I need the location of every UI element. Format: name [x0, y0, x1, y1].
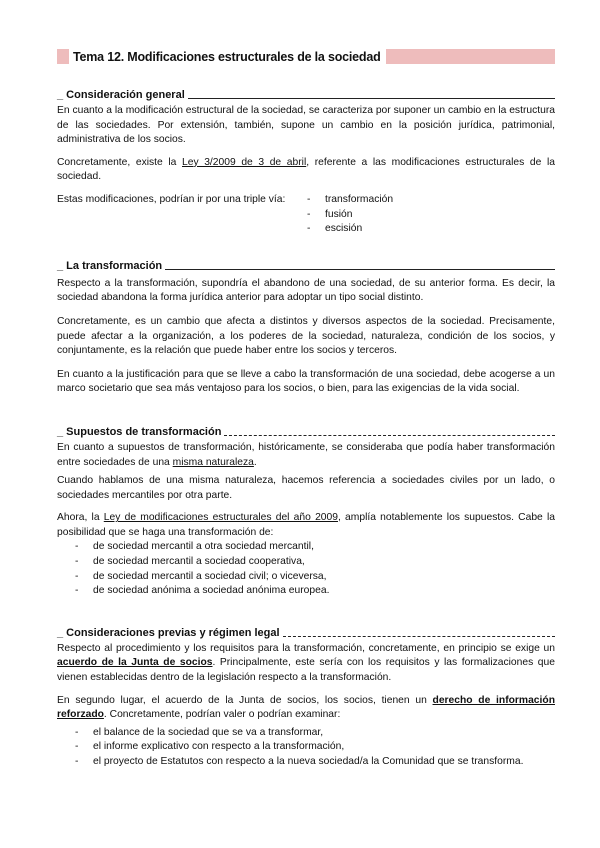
- list-item: [307, 222, 393, 237]
- title-accent-left: [57, 49, 69, 64]
- text: . Concretamente, podrían valer o podrían examinar:: [103, 709, 341, 721]
- vias-lead: Estas modificaciones, podrían ir por una triple vía:: [57, 193, 286, 205]
- section-heading-consideraciones-previas: [57, 625, 555, 639]
- text: En cuanto a supuestos de transformación, históricamente, se consideraba que podía haber transformación entre sociedades de una: [57, 441, 555, 468]
- text: Concretamente, existe la: [57, 156, 182, 168]
- list-item-text: fusión: [325, 208, 353, 220]
- title-bar: [57, 48, 555, 65]
- text: .: [253, 456, 257, 468]
- paragraph: [57, 642, 555, 686]
- underlined-term: misma naturaleza: [172, 456, 254, 468]
- list-item-text: de sociedad mercantil a otra sociedad mercantil,: [93, 541, 314, 553]
- text: Respecto al procedimiento y los requisitos para la transformación, concretamente, en principio se exige un: [57, 642, 555, 654]
- list-item: [307, 208, 393, 223]
- dash: -: [75, 741, 79, 753]
- paragraph: Cuando hablamos de una misma naturaleza, hacemos referencia a sociedades civiles por un lado, o sociedades mercantiles por otra parte.: [57, 475, 555, 501]
- list-item: [57, 584, 555, 599]
- title-accent-right: [386, 49, 555, 64]
- dash: -: [75, 585, 79, 597]
- list-item: [57, 570, 555, 585]
- heading-rule: [165, 269, 555, 270]
- dash: -: [75, 756, 79, 767]
- text: , referente a las modificaciones estructurales de la sociedad.: [57, 156, 555, 183]
- section-heading-text: _ Consideración general: [57, 89, 185, 101]
- heading-rule: [224, 435, 555, 436]
- list-item-text: el proyecto de Estatutos con respecto a la nueva sociedad/a la Comunidad que se transforma.: [93, 756, 524, 767]
- section-heading-text: _ Consideraciones previas y régimen legal: [57, 626, 280, 639]
- section-heading-consideracion: [57, 87, 555, 101]
- list-item: [57, 755, 555, 770]
- text: , amplía notablemente los supuestos. Cabe la posibilidad que se haga una transformación de:: [57, 512, 555, 538]
- list-item-text: escisión: [325, 223, 363, 235]
- dash: -: [307, 193, 311, 205]
- paragraph: [57, 694, 555, 723]
- dash: -: [307, 208, 311, 220]
- section-heading-text: _ Supuestos de transformación: [57, 425, 222, 438]
- list-item-text: de sociedad mercantil a sociedad cooperativa,: [93, 556, 305, 568]
- paragraph: En cuanto a la justificación para que se lleve a cabo la transformación de una sociedad, debe acogerse a un marco societario que sea más ventajoso para los socios, o bien, para las exigencias de la vida social.: [57, 368, 555, 395]
- vias-list: [57, 193, 555, 237]
- transformation-list: [57, 540, 555, 598]
- paragraph: Respecto a la transformación, supondría el abandono de una sociedad, de su anterior forma. Es decir, la sociedad abandona la forma jurídica anterior para adoptar un tipo social distinto.: [57, 277, 555, 304]
- list-item-text: transformación: [325, 193, 394, 205]
- list-item-text: el balance de la sociedad que se va a transformar,: [93, 726, 324, 738]
- paragraph: Concretamente, es un cambio que afecta a distintos y diversos aspectos de la sociedad. Precisamente, puede afectar a la organización, a los poderes de la sociedad, naturaleza, condición de los socios, y conjuntamente, es la relación que puede haber entre los socios y terceros.: [57, 315, 555, 357]
- heading-rule: [188, 98, 555, 99]
- dash: -: [75, 570, 79, 582]
- paragraph: [57, 511, 555, 540]
- law-link: Ley de modificaciones estructurales del año 2009: [103, 512, 338, 524]
- list-item: [57, 555, 555, 570]
- section-heading-transformacion: [57, 258, 555, 272]
- requirements-list: [57, 726, 555, 770]
- heading-rule: [283, 636, 555, 637]
- emphasized-term: acuerdo de la Junta de socios: [57, 657, 213, 669]
- law-link: Ley 3/2009 de 3 de abril: [182, 156, 307, 168]
- list-item: [307, 193, 393, 208]
- list-item: [57, 540, 555, 555]
- page-title: Tema 12. Modificaciones estructurales de la sociedad: [73, 49, 381, 64]
- document-page: [57, 48, 555, 770]
- list-item-text: de sociedad mercantil a sociedad civil; o viceversa,: [93, 570, 327, 582]
- section-heading-text: _ La transformación: [57, 259, 163, 272]
- paragraph: [57, 156, 555, 185]
- dash: -: [75, 726, 79, 738]
- list-item: [57, 726, 555, 741]
- emphasized-term: derecho de información reforzado: [57, 694, 555, 721]
- list-item-text: de sociedad anónima a sociedad anónima europea.: [93, 585, 330, 597]
- list-item: [57, 740, 555, 755]
- text: Ahora, la: [57, 512, 104, 524]
- text: . Principalmente, este sería con los requisitos y las formalizaciones que vienen establecidas dentro de la legislación respecto a la transformación.: [57, 657, 555, 684]
- list-item-text: el informe explicativo con respecto a la transformación,: [93, 741, 345, 753]
- dash: -: [75, 556, 79, 568]
- section-heading-supuestos: [57, 424, 555, 438]
- paragraph: En cuanto a la modificación estructural de la sociedad, se caracteriza por suponer un cambio en la estructura de las sociedades. Por extensión, también, supone un cambio en la posición jurídica, patrimonial, administrativa de los socios.: [57, 105, 555, 146]
- paragraph: [57, 441, 555, 470]
- dash: -: [307, 223, 311, 235]
- text: En segundo lugar, el acuerdo de la Junta de socios, los socios, tienen un: [57, 694, 433, 706]
- dash: -: [75, 541, 79, 553]
